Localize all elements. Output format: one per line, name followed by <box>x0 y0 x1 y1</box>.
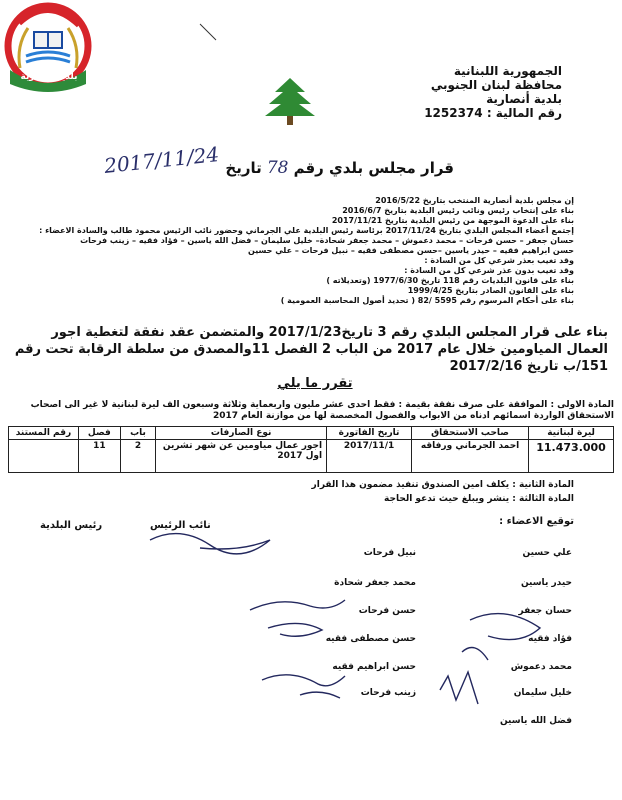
header-municipality: بلدية أنصارية <box>486 92 562 106</box>
beneficiary-cell: احمد الجرماني ورفاقه <box>411 440 528 473</box>
decision-title <box>194 158 454 178</box>
title-date-label: تاريخ <box>225 159 262 177</box>
header-block <box>342 64 562 120</box>
municipality-logo <box>0 0 98 92</box>
preamble-line: وقد تغيب بدون عذر شرعي كل من السادة : <box>404 266 574 275</box>
header-governorate: محافظة لبنان الجنوبي <box>430 78 562 92</box>
header-fiscal-number: رقم المالية : 1252374 <box>424 106 562 120</box>
article-one: المادة الاولى : الموافقة على صرف نفقة بقيمة : فقط احدى عشر مليون واربعماية وثلاثة وسبعون الف ليرة لبنانية لا غير الى اصحاب الاستحقاق الواردة اسمائهم ادناه من الابواب والفصول المخصصة لها من موازنة العام 2017 <box>30 400 614 421</box>
table-header: رقم المستند <box>9 427 79 440</box>
preamble-line: بناء على القانون الصادر بتاريخ 1999/4/25 <box>407 286 574 295</box>
decides-heading: تقرر ما يلي <box>277 376 353 391</box>
signature <box>462 648 488 661</box>
signature <box>262 675 345 686</box>
preamble-line: بناء على الدعوة الموجهة من رئيس البلدية بتاريخ 2017/11/21 <box>331 216 574 225</box>
table-header: نوع الصارفات <box>156 427 327 440</box>
table-header: باب <box>120 427 155 440</box>
logo-caption: بلدية أنصارية <box>20 72 78 82</box>
member-name: محمد جعفر شحادة <box>334 578 416 588</box>
preamble-line: بناء على قانون البلديات رقم 118 تاريخ 1977/6/30 (وتعديلاته ) <box>326 276 574 285</box>
preamble-line: إجتمع أعضاء المجلس البلدي بتاريخ 2017/11/24 برئاسة رئيس البلدية علي الجرماني وحضور نائب الرئيس محمود طالب والسادة الاعضاء : <box>39 226 574 235</box>
invoice-date-cell: 2017/11/1 <box>327 440 412 473</box>
article-three: المادة الثالثة : ينشر ويبلغ حيث تدعو الحاجة <box>384 494 574 504</box>
member-name: حسن فرحات <box>358 606 416 616</box>
preamble-line: بناء على أحكام المرسوم رقم 5595 /82 ( تحديد أصول المحاسبة العمومية ) <box>280 296 574 305</box>
deputy-label: نائب الرئيس <box>150 520 211 531</box>
deputy-signature <box>150 534 270 554</box>
preamble-line: وقد تغيب بعذر شرعي كل من السادة : <box>424 256 574 265</box>
member-name: فؤاد فقيه <box>528 634 572 644</box>
expense-type-cell: اجور عمال مياومين عن شهر تشرين اول 2017 <box>156 440 327 473</box>
table-header: فصل <box>78 427 120 440</box>
member-name: حيدر ياسين <box>520 578 572 588</box>
members-signature-label: توقيع الاعضاء : <box>499 516 574 527</box>
title-date-handwritten: 2017/11/24 <box>103 142 221 178</box>
signature <box>440 672 478 704</box>
table-header-row <box>9 427 614 440</box>
preamble-line: إن مجلس بلدية أنصارية المنتخب بتاريخ 2016/5/22 <box>375 196 574 205</box>
chapter-cell: 2 <box>120 440 155 473</box>
member-name: علي حسين <box>522 548 572 558</box>
pen-mark <box>198 22 218 42</box>
preamble-line: بناء على إنتخاب رئيس ونائب رئيس البلدية بتاريخ 2016/6/7 <box>342 206 574 215</box>
member-name: خليل سليمان <box>513 688 572 698</box>
document-number-cell <box>9 440 79 473</box>
mayor-label: رئيس البلدية <box>40 520 103 531</box>
article-two: المادة الثانية : يكلف امين الصندوق تنفيذ مضمون هذا القرار <box>311 480 574 490</box>
section-cell: 11 <box>78 440 120 473</box>
member-name: نبيل فرحات <box>363 548 416 558</box>
table-header: صاحب الاستحقاق <box>411 427 528 440</box>
payment-table <box>8 426 614 473</box>
member-name: حسن مصطفى فقيه <box>325 634 416 644</box>
preamble-line: حسان جعفر – حسن فرحات – محمد دعموش – محمد جعفر شحادة– خليل سليمان – فضل الله ياسين – فؤاد فقيه – زينب فرحات <box>80 236 574 245</box>
member-name: زينب فرحات <box>360 688 416 698</box>
table-header: تاريخ الفاتورة <box>327 427 412 440</box>
member-name: فضل الله ياسين <box>499 716 572 726</box>
header-republic: الجمهورية اللبنانية <box>453 64 562 78</box>
title-number: 78 <box>266 158 289 178</box>
basis-paragraph: بناء على قرار المجلس البلدي رقم 3 تاريخ2017/1/23 والمتضمن عقد نفقة لتغطية اجور العمال المياومين خلال عام 2017 من الباب 2 الفصل 11والمصدق من سلطة الرقابة تحت رقم 151/ب تاريخ 2017/2/16 <box>14 325 608 374</box>
preamble <box>14 196 574 306</box>
title-prefix: قرار مجلس بلدي رقم <box>293 159 454 177</box>
cedar-icon <box>263 76 317 126</box>
table-header: ليرة لبنانية <box>529 427 614 440</box>
amount-cell: 11.473.000 <box>529 440 614 473</box>
member-name: حسن ابراهيم فقيه <box>332 662 416 672</box>
member-name: محمد دعموش <box>510 662 572 672</box>
member-name: حسان جعفر <box>518 606 572 616</box>
preamble-line: حسن ابراهيم فقيه – حيدر ياسين –حسن مصطفى فقيه – نبيل فرحات – علي حسين <box>248 246 574 255</box>
table-row <box>9 440 614 473</box>
